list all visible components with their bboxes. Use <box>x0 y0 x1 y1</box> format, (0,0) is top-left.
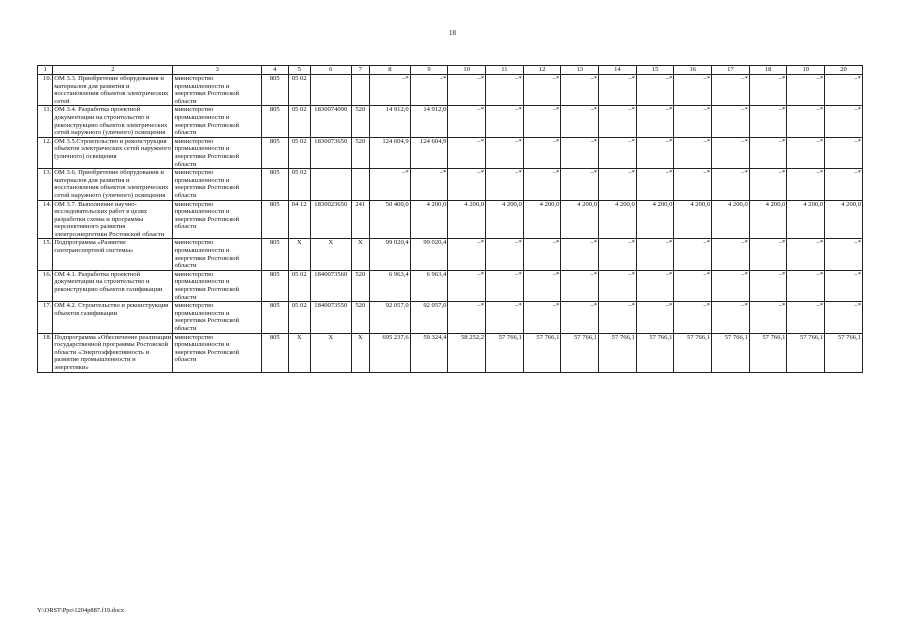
expense-type-code: 520 <box>351 302 369 333</box>
year-11-amount: –* <box>787 137 825 168</box>
year-7-amount: 4 200,0 <box>636 200 674 239</box>
target-article-code: 1840073560 <box>310 270 351 301</box>
column-header: 7 <box>351 66 369 75</box>
column-header: 1 <box>38 66 53 75</box>
year-10-amount: 57 766,1 <box>749 333 787 372</box>
year-1-amount: 14 912,0 <box>410 106 448 137</box>
year-11-amount: –* <box>787 75 825 106</box>
year-12-amount: –* <box>825 75 863 106</box>
table-row <box>38 137 863 168</box>
column-header: 9 <box>410 66 448 75</box>
executor: министерство промышленности и энергетики Ростовской области <box>173 270 262 301</box>
column-header: 10 <box>448 66 486 75</box>
section-code: 05 02 <box>288 169 310 200</box>
section-code: X <box>288 333 310 372</box>
year-12-amount: –* <box>825 239 863 270</box>
year-5-amount: –* <box>561 75 599 106</box>
year-12-amount: 4 200,0 <box>825 200 863 239</box>
year-1-amount: 92 057,0 <box>410 302 448 333</box>
year-11-amount: –* <box>787 239 825 270</box>
year-12-amount: –* <box>825 106 863 137</box>
year-8-amount: –* <box>674 302 712 333</box>
year-7-amount: –* <box>636 169 674 200</box>
year-1-amount: 59 324,4 <box>410 333 448 372</box>
measure-name: ОМ 3.3. Приобретение оборудования и материалов для развития и восстановления объектов электрических сетей <box>53 75 173 106</box>
executor: министерство промышленности и энергетики Ростовской области <box>173 169 262 200</box>
year-6-amount: –* <box>599 75 637 106</box>
section-code: 05 02 <box>288 270 310 301</box>
year-6-amount: –* <box>599 302 637 333</box>
column-header: 5 <box>288 66 310 75</box>
year-10-amount: 4 200,0 <box>749 200 787 239</box>
year-5-amount: –* <box>561 239 599 270</box>
grbs-code: 805 <box>262 200 288 239</box>
target-article-code: 1830023650 <box>310 200 351 239</box>
year-7-amount: –* <box>636 302 674 333</box>
year-3-amount: –* <box>486 270 524 301</box>
grbs-code: 805 <box>262 137 288 168</box>
section-code: 05 02 <box>288 137 310 168</box>
row-number: 11. <box>38 106 53 137</box>
year-7-amount: –* <box>636 137 674 168</box>
year-1-amount: –* <box>410 169 448 200</box>
year-4-amount: –* <box>523 75 561 106</box>
column-header: 6 <box>310 66 351 75</box>
year-12-amount: –* <box>825 302 863 333</box>
year-3-amount: –* <box>486 239 524 270</box>
year-9-amount: –* <box>712 239 750 270</box>
year-9-amount: –* <box>712 270 750 301</box>
year-9-amount: –* <box>712 106 750 137</box>
column-header: 20 <box>825 66 863 75</box>
executor: министерство промышленности и энергетики Ростовской области <box>173 106 262 137</box>
page-number: 18 <box>449 29 456 37</box>
target-article-code <box>310 169 351 200</box>
year-11-amount: –* <box>787 169 825 200</box>
section-code: 05 02 <box>288 106 310 137</box>
table-row <box>38 106 863 137</box>
target-article-code: X <box>310 239 351 270</box>
year-2-amount: 58 252,2 <box>448 333 486 372</box>
measure-name: ОМ 4.1. Разработка проектной документации на строительство и реконструкцию объектов газификации <box>53 270 173 301</box>
measure-name: ОМ 3.6. Приобретение оборудования и материалов для развития и восстановления объектов электрических сетей наружного (уличного) освещения <box>53 169 173 200</box>
column-header: 15 <box>636 66 674 75</box>
section-code: 05 02 <box>288 302 310 333</box>
year-2-amount: 4 200,0 <box>448 200 486 239</box>
year-8-amount: 57 766,1 <box>674 333 712 372</box>
year-3-amount: –* <box>486 302 524 333</box>
year-7-amount: –* <box>636 270 674 301</box>
year-1-amount: 99 020,4 <box>410 239 448 270</box>
year-3-amount: 4 200,0 <box>486 200 524 239</box>
executor: министерство промышленности и энергетики Ростовской области <box>173 239 262 270</box>
year-10-amount: –* <box>749 302 787 333</box>
total-amount: –* <box>369 169 410 200</box>
column-header: 18 <box>749 66 787 75</box>
table-row <box>38 239 863 270</box>
year-10-amount: –* <box>749 137 787 168</box>
grbs-code: 805 <box>262 106 288 137</box>
year-10-amount: –* <box>749 169 787 200</box>
year-12-amount: –* <box>825 270 863 301</box>
expense-type-code: 241 <box>351 200 369 239</box>
year-7-amount: –* <box>636 75 674 106</box>
row-number: 13. <box>38 169 53 200</box>
column-header: 11 <box>486 66 524 75</box>
year-5-amount: –* <box>561 302 599 333</box>
year-10-amount: –* <box>749 270 787 301</box>
row-number: 12. <box>38 137 53 168</box>
year-10-amount: –* <box>749 239 787 270</box>
year-4-amount: 4 200,0 <box>523 200 561 239</box>
column-header: 4 <box>262 66 288 75</box>
year-8-amount: –* <box>674 270 712 301</box>
year-5-amount: –* <box>561 137 599 168</box>
column-header: 12 <box>523 66 561 75</box>
total-amount: 50 400,0 <box>369 200 410 239</box>
year-9-amount: 57 766,1 <box>712 333 750 372</box>
year-8-amount: –* <box>674 137 712 168</box>
year-2-amount: –* <box>448 270 486 301</box>
grbs-code: 805 <box>262 75 288 106</box>
year-1-amount: 6 963,4 <box>410 270 448 301</box>
year-9-amount: –* <box>712 302 750 333</box>
target-article-code: 1830073650 <box>310 137 351 168</box>
measure-name: Подпрограмма «Развитие газотранспортной системы» <box>53 239 173 270</box>
executor: министерство промышленности и энергетики Ростовской области <box>173 200 262 239</box>
year-5-amount: 57 766,1 <box>561 333 599 372</box>
year-6-amount: –* <box>599 106 637 137</box>
measure-name: ОМ 3.7. Выполнение научно-исследовательских работ в целях разработки схемы и программы перспективного развития электроэнергетики Ростовской области <box>53 200 173 239</box>
year-5-amount: –* <box>561 169 599 200</box>
measure-name: Подпрограмма «Обеспечение реализации государственной программы Ростовской области «Энергоэффективность и развитие промышленности и энергетики» <box>54 333 172 371</box>
year-2-amount: –* <box>448 106 486 137</box>
year-2-amount: –* <box>448 75 486 106</box>
expense-type-code: X <box>351 333 369 372</box>
year-9-amount: –* <box>712 169 750 200</box>
executor: министерство промышленности и энергетики Ростовской области <box>173 333 262 372</box>
target-article-code: X <box>310 333 351 372</box>
executor: министерство промышленности и энергетики Ростовской области <box>173 75 262 106</box>
year-3-amount: 57 766,1 <box>486 333 524 372</box>
year-4-amount: 57 766,1 <box>523 333 561 372</box>
row-number: 15. <box>38 239 53 270</box>
year-8-amount: –* <box>674 169 712 200</box>
year-3-amount: –* <box>486 106 524 137</box>
year-6-amount: 57 766,1 <box>599 333 637 372</box>
year-3-amount: –* <box>486 137 524 168</box>
year-6-amount: –* <box>599 239 637 270</box>
table-row <box>38 270 863 301</box>
measure-name: ОМ 3.4. Разработка проектной документации на строительство и реконструкцию объектов электрических сетей наружного (уличного) освещения <box>53 106 173 137</box>
table-row <box>38 302 863 333</box>
total-amount: 99 020,4 <box>369 239 410 270</box>
expense-type-code: 520 <box>351 270 369 301</box>
year-9-amount: –* <box>712 137 750 168</box>
column-header: 3 <box>173 66 262 75</box>
year-2-amount: –* <box>448 239 486 270</box>
expense-type-code: 520 <box>351 106 369 137</box>
year-12-amount: 57 766,1 <box>825 333 863 372</box>
row-number: 14. <box>38 200 53 239</box>
executor: министерство промышленности и энергетики Ростовской области <box>173 302 262 333</box>
year-5-amount: –* <box>561 270 599 301</box>
table-row <box>38 75 863 106</box>
expense-type-code <box>351 169 369 200</box>
table-row <box>38 169 863 200</box>
expense-type-code: X <box>351 239 369 270</box>
year-12-amount: –* <box>825 169 863 200</box>
total-amount: –* <box>369 75 410 106</box>
year-12-amount: –* <box>825 137 863 168</box>
section-code: X <box>288 239 310 270</box>
year-8-amount: 4 200,0 <box>674 200 712 239</box>
year-1-amount: –* <box>410 75 448 106</box>
year-4-amount: –* <box>523 302 561 333</box>
grbs-code: 805 <box>262 333 288 372</box>
year-9-amount: 4 200,0 <box>712 200 750 239</box>
year-4-amount: –* <box>523 239 561 270</box>
year-8-amount: –* <box>674 239 712 270</box>
year-3-amount: –* <box>486 75 524 106</box>
row-number: 17. <box>38 302 53 333</box>
year-6-amount: –* <box>599 137 637 168</box>
column-header: 13 <box>561 66 599 75</box>
year-11-amount: 57 766,1 <box>787 333 825 372</box>
grbs-code: 805 <box>262 302 288 333</box>
year-7-amount: 57 766,1 <box>636 333 674 372</box>
total-amount: 124 604,9 <box>369 137 410 168</box>
year-5-amount: –* <box>561 106 599 137</box>
year-6-amount: –* <box>599 270 637 301</box>
year-11-amount: –* <box>787 270 825 301</box>
expense-type-code <box>351 75 369 106</box>
year-2-amount: –* <box>448 137 486 168</box>
grbs-code: 805 <box>262 239 288 270</box>
column-header: 16 <box>674 66 712 75</box>
year-11-amount: –* <box>787 106 825 137</box>
year-7-amount: –* <box>636 106 674 137</box>
total-amount: 695 237,6 <box>369 333 410 372</box>
column-header: 17 <box>712 66 750 75</box>
year-4-amount: –* <box>523 137 561 168</box>
target-article-code: 1830074090 <box>310 106 351 137</box>
target-article-code: 1840073550 <box>310 302 351 333</box>
row-number: 10. <box>38 75 53 106</box>
grbs-code: 805 <box>262 270 288 301</box>
year-11-amount: –* <box>787 302 825 333</box>
budget-table <box>37 65 863 373</box>
target-article-code <box>310 75 351 106</box>
year-7-amount: –* <box>636 239 674 270</box>
section-code: 05 02 <box>288 75 310 106</box>
column-header: 19 <box>787 66 825 75</box>
year-3-amount: –* <box>486 169 524 200</box>
year-6-amount: 4 200,0 <box>599 200 637 239</box>
year-2-amount: –* <box>448 302 486 333</box>
document-path: Y:\ORST\Ppo\1204p887.f19.docx <box>37 607 125 614</box>
column-header: 2 <box>53 66 173 75</box>
year-8-amount: –* <box>674 106 712 137</box>
column-header: 8 <box>369 66 410 75</box>
year-6-amount: –* <box>599 169 637 200</box>
executor: министерство промышленности и энергетики Ростовской области <box>173 137 262 168</box>
section-code: 04 12 <box>288 200 310 239</box>
year-10-amount: –* <box>749 106 787 137</box>
column-header: 14 <box>599 66 637 75</box>
total-amount: 92 057,0 <box>369 302 410 333</box>
total-amount: 14 912,0 <box>369 106 410 137</box>
year-4-amount: –* <box>523 169 561 200</box>
year-9-amount: –* <box>712 75 750 106</box>
year-8-amount: –* <box>674 75 712 106</box>
measure-name: ОМ 4.2. Строительство и реконструкция объектов газификации <box>53 302 173 333</box>
year-1-amount: 124 604,9 <box>410 137 448 168</box>
year-1-amount: 4 200,0 <box>410 200 448 239</box>
year-11-amount: 4 200,0 <box>787 200 825 239</box>
table-row <box>38 333 863 372</box>
row-number: 16. <box>38 270 53 301</box>
row-number: 18. <box>38 333 53 372</box>
grbs-code: 805 <box>262 169 288 200</box>
year-4-amount: –* <box>523 270 561 301</box>
expense-type-code: 520 <box>351 137 369 168</box>
year-10-amount: –* <box>749 75 787 106</box>
total-amount: 6 963,4 <box>369 270 410 301</box>
table-header-row <box>38 66 863 75</box>
table-row <box>38 200 863 239</box>
year-4-amount: –* <box>523 106 561 137</box>
year-5-amount: 4 200,0 <box>561 200 599 239</box>
year-2-amount: –* <box>448 169 486 200</box>
measure-name: ОМ 3.5.Строительство и реконструкция объектов электрических сетей наружного (уличного) освещения <box>53 137 173 168</box>
